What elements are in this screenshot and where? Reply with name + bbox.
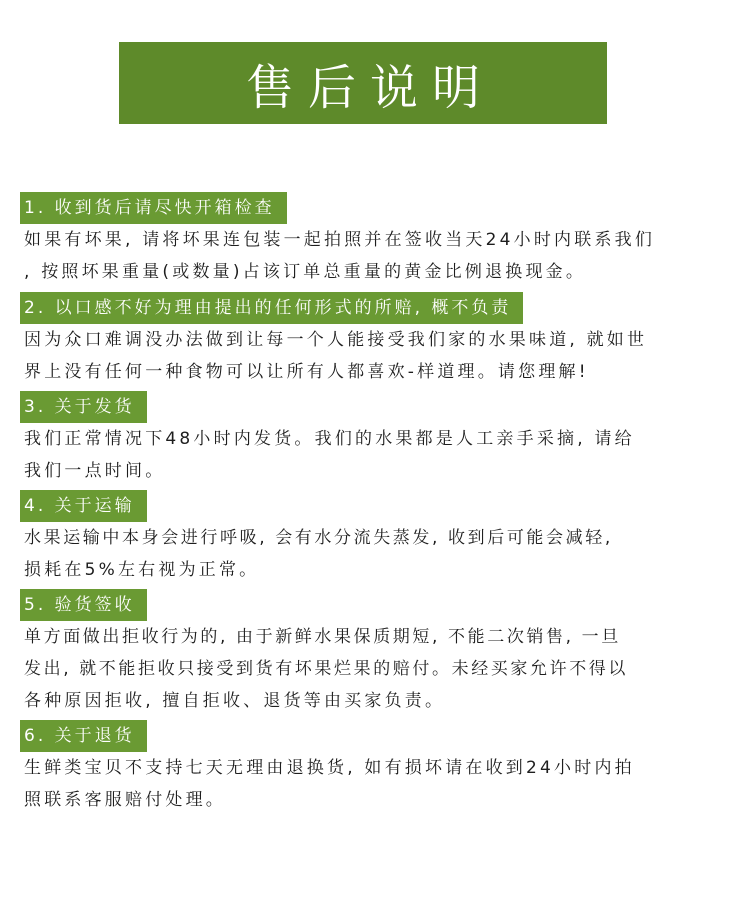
section-text-line: 照联系客服赔付处理。 (24, 790, 226, 810)
section-text-line: , 按照坏果重量(或数量)占该订单总重量的黄金比例退换现金。 (24, 262, 587, 282)
section-text-line: 各种原因拒收, 擅自拒收、退货等由买家负责。 (24, 691, 446, 711)
section-heading: 1. 收到货后请尽快开箱检查 (20, 192, 287, 224)
section-text-line: 单方面做出拒收行为的, 由于新鲜水果保质期短, 不能二次销售, 一旦 (24, 627, 621, 647)
section-text-line: 我们一点时间。 (24, 461, 166, 481)
section-heading: 6. 关于退货 (20, 720, 147, 752)
section-text-line: 我们正常情况下48小时内发货。我们的水果都是人工亲手采摘, 请给 (24, 429, 635, 449)
section-returns (20, 720, 730, 816)
page-title: 售后说明 (119, 42, 607, 124)
section-text-line: 如果有坏果, 请将坏果连包装一起拍照并在签收当天24小时内联系我们 (24, 230, 656, 250)
section-heading: 2. 以口感不好为理由提出的任何形式的所赔, 概不负责 (20, 292, 523, 324)
section-text-line: 生鲜类宝贝不支持七天无理由退换货, 如有损坏请在收到24小时内拍 (24, 758, 635, 778)
section-shipping (20, 391, 730, 487)
section-heading: 4. 关于运输 (20, 490, 147, 522)
section-text-line: 发出, 就不能拒收只接受到货有坏果烂果的赔付。未经买家允许不得以 (24, 659, 629, 679)
section-heading: 5. 验货签收 (20, 589, 147, 621)
section-text-line: 水果运输中本身会进行呼吸, 会有水分流失蒸发, 收到后可能会减轻, (24, 528, 613, 548)
section-inspection (20, 192, 730, 288)
section-inspection-signoff (20, 589, 730, 717)
section-text-line: 因为众口难调没办法做到让每一个人能接受我们家的水果味道, 就如世 (24, 330, 648, 350)
section-transport (20, 490, 730, 586)
section-taste-claims (20, 292, 730, 388)
section-text-line: 损耗在5%左右视为正常。 (24, 560, 260, 580)
section-text-line: 界上没有任何一种食物可以让所有人都喜欢-样道理。请您理解! (24, 362, 589, 382)
section-heading: 3. 关于发货 (20, 391, 147, 423)
